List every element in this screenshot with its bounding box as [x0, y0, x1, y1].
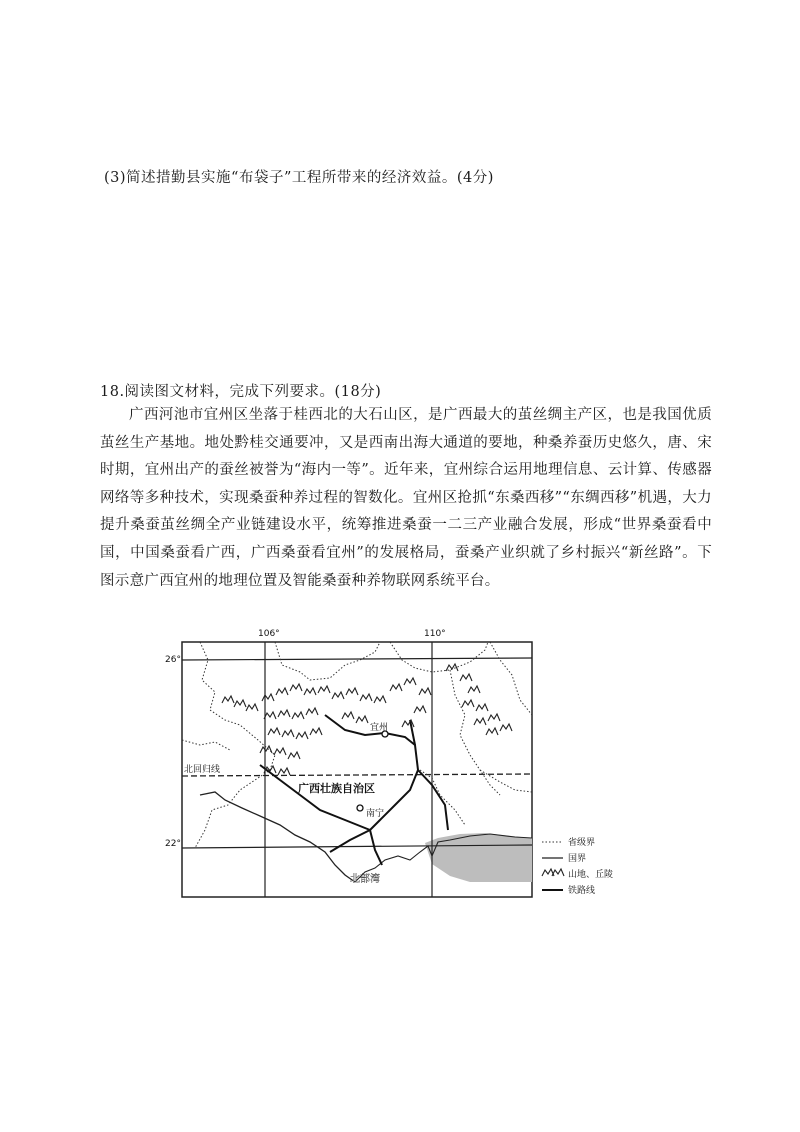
lon-label-106: 106°	[258, 629, 280, 639]
question-18-heading: 18.阅读图文材料，完成下列要求。(18分)	[100, 384, 382, 400]
gulf-label: 北部湾	[350, 874, 380, 885]
lat-label-26: 26°	[165, 655, 181, 665]
yizhou-label: 宜州	[370, 723, 389, 733]
region-label: 广西壮族自治区	[298, 782, 375, 795]
nanning-label: 南宁	[366, 809, 385, 819]
legend-province-label: 省级界	[568, 838, 596, 848]
legend-mountain-label: 山地、丘陵	[568, 870, 614, 880]
legend-railway-label: 铁路线	[568, 886, 596, 896]
lat-label-22: 22°	[165, 839, 181, 849]
question-3: (3)简述措勤县实施“布袋子”工程所带来的经济效益。(4分)	[104, 170, 494, 186]
legend-mountain-symbol	[542, 869, 564, 876]
question-18-material: 广西河池市宜州区坐落于桂西北的大石山区，是广西最大的茧丝绸主产区，也是我国优质茧丝生产基地。地处黔桂交通要冲，又是西南出海大通道的要地，种桑养蚕历史悠久，唐、宋时期，宜州出产的蚕丝被誉为“海内一等”。近年来，宜州综合运用地理信息、云计算、传感器网络等多种技术，实现桑蚕种养过程的智数化。宜州区抢抓“东桑西移”“东绸西移”机遇，大力提升桑蚕茧丝绸全产业链建设水平，统筹推进桑蚕一二三产业融合发展，形成“世界桑蚕看中国，中国桑蚕看广西，广西桑蚕看宜州”的发展格局，蚕桑产业织就了乡村振兴“新丝路”。下图示意广西宜州的地理位置及智能桑蚕种养物联网系统平台。	[100, 407, 712, 589]
lon-label-110: 110°	[424, 629, 446, 639]
legend-national-label: 国界	[568, 854, 587, 864]
nanning-city-marker	[357, 805, 363, 811]
map-legend	[542, 836, 613, 896]
guangxi-map-figure	[165, 620, 630, 910]
tropic-label: 北回归线	[184, 765, 221, 775]
